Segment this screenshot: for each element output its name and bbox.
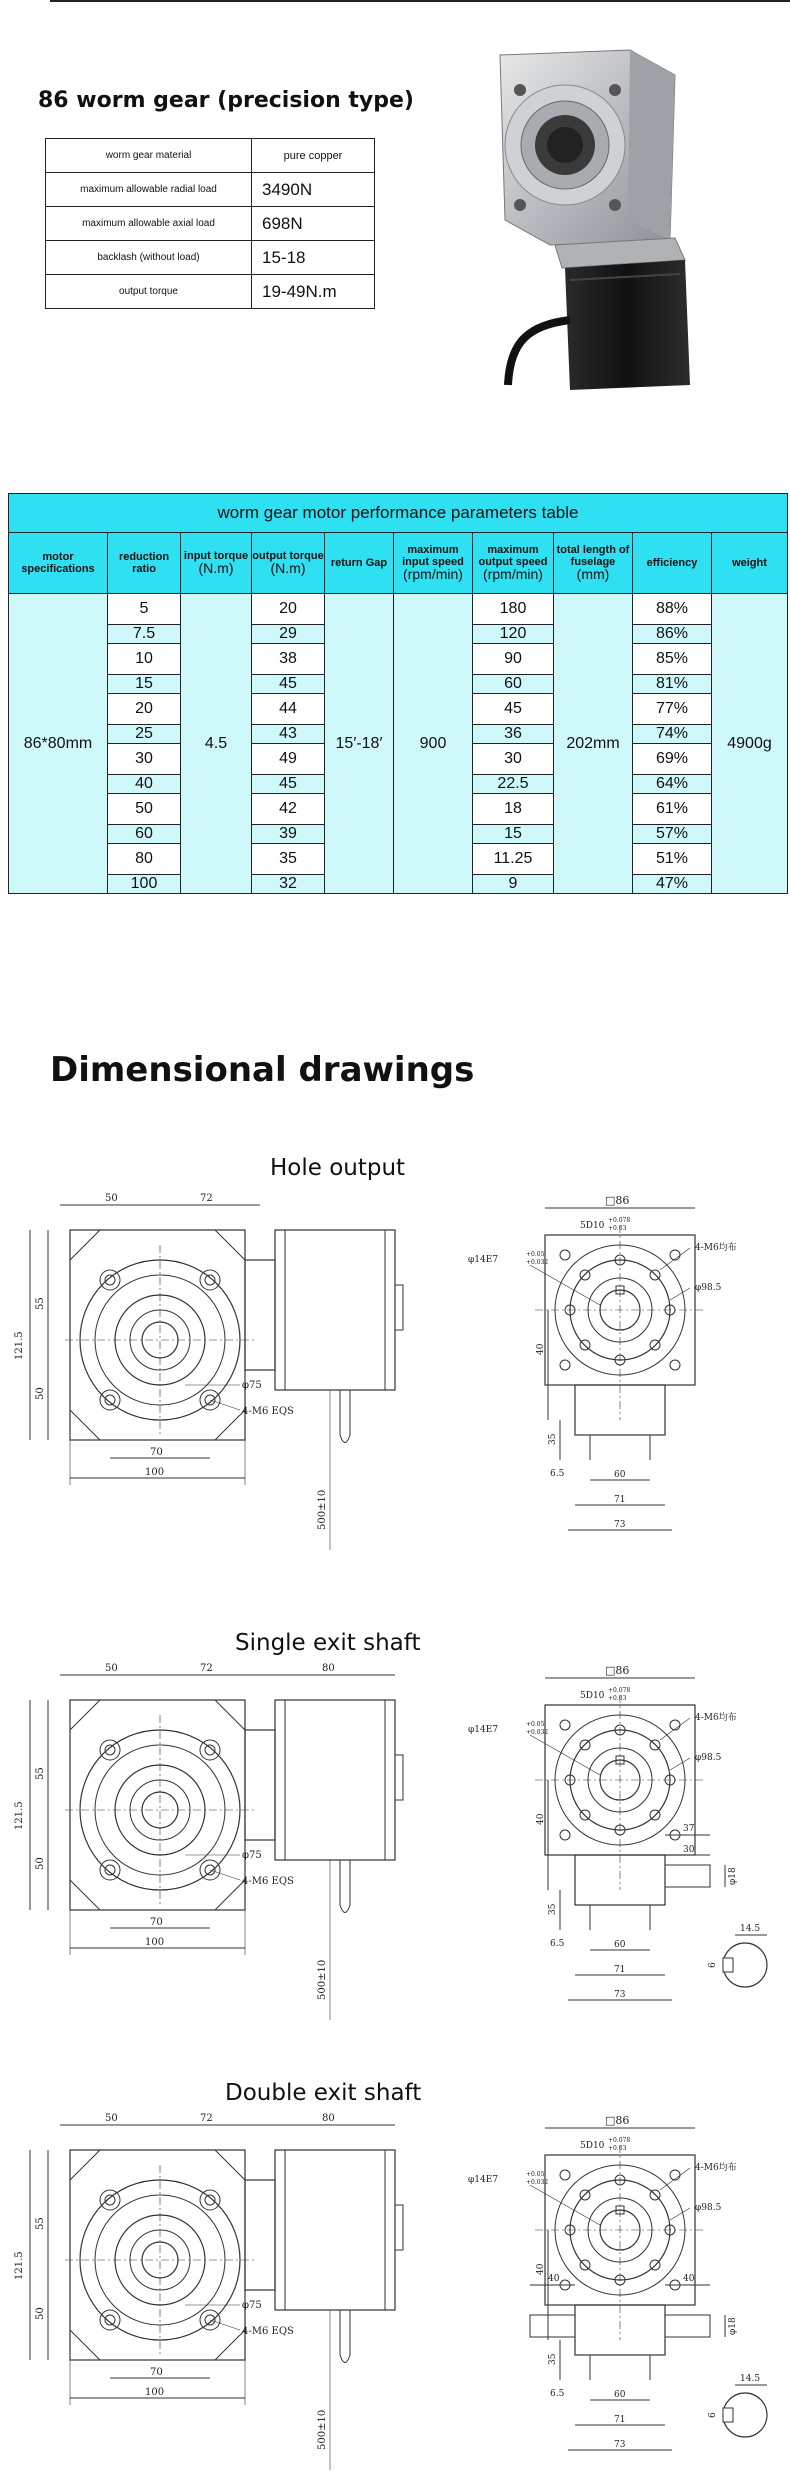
spec-label: maximum allowable axial load (46, 207, 252, 241)
dim-square: □86 (605, 1194, 630, 1207)
cell-length: 202mm (554, 594, 633, 894)
dim-w2: 100 (145, 2387, 165, 2398)
cell-ratio: 10 (108, 644, 181, 675)
drawing-title-single-shaft: Single exit shaft (235, 1630, 421, 1656)
header-efficiency: efficiency (633, 533, 712, 594)
dim-tol2: +0.03 (608, 2145, 627, 2152)
dim-v2: 35 (548, 2353, 558, 2365)
drawing-cable-end (340, 1435, 350, 1443)
drawing-circle (670, 2170, 680, 2180)
drawing-circle (115, 2215, 205, 2305)
header-return-gap: return Gap (325, 533, 394, 594)
dim-key1: 14.5 (740, 1924, 761, 1934)
dim-key2: 6 (708, 2412, 718, 2418)
dim-square: □86 (605, 1664, 630, 1677)
drawing-rect (245, 2180, 275, 2290)
dim-btol1: +0.05 (526, 2171, 545, 2178)
cell-output-torque: 42 (252, 794, 325, 825)
spec-value: 15-18 (252, 241, 375, 275)
cell-efficiency: 86% (633, 625, 712, 644)
dim-w2: 100 (145, 1937, 165, 1948)
dim-s1: 40 (683, 2274, 695, 2284)
dim-pcd: φ98.5 (695, 1283, 722, 1293)
cell-output-speed: 11.25 (473, 844, 554, 875)
cell-output-torque: 49 (252, 744, 325, 775)
drawing-circle (560, 1720, 570, 1730)
dim-tol1: +0.078 (608, 1217, 631, 1224)
dim-mholes: 4-M6均布 (695, 2163, 737, 2173)
dim-square: □86 (605, 2114, 630, 2127)
drawing-circle (200, 2190, 220, 2210)
dim-tol1: +0.078 (608, 2137, 631, 2144)
dim-cable: 500±10 (317, 1959, 328, 2000)
dim-h-total: 121.5 (14, 1801, 25, 1830)
spec-row (46, 139, 375, 173)
dim-h2: 50 (35, 1387, 46, 1400)
drawing-rect (245, 1260, 275, 1370)
header-length: total length of fuselage (mm) (554, 533, 633, 594)
drawing-line (670, 1288, 690, 1300)
dim-h2: 50 (35, 1857, 46, 1870)
drawing-line (660, 1248, 690, 1270)
dim-dia: φ75 (242, 1380, 262, 1391)
cell-ratio: 40 (108, 775, 181, 794)
cell-output-torque: 44 (252, 694, 325, 725)
drawing-circle (115, 1765, 205, 1855)
cell-output-torque: 39 (252, 825, 325, 844)
drawing-circle (100, 2310, 120, 2330)
cell-ratio: 100 (108, 875, 181, 894)
dim-w1: 70 (150, 2367, 163, 2378)
cell-output-speed: 18 (473, 794, 554, 825)
dim-mholes: 4-M6均布 (695, 1713, 737, 1723)
cell-output-torque: 43 (252, 725, 325, 744)
cell-output-speed: 45 (473, 694, 554, 725)
dim-h2: 50 (35, 2307, 46, 2320)
dim-h1: 55 (35, 1767, 46, 1780)
drawing-rect (70, 2150, 245, 2360)
header-ratio: reduction ratio (108, 533, 181, 594)
drawing-title-hole-output: Hole output (270, 1155, 406, 1181)
spec-value: 698N (252, 207, 375, 241)
spec-label: output torque (46, 275, 252, 309)
cell-efficiency: 77% (633, 694, 712, 725)
drawing-circle (560, 1250, 570, 1260)
header-max-input-speed: maximum input speed (rpm/min) (394, 533, 473, 594)
cell-ratio: 30 (108, 744, 181, 775)
dim-tol2: +0.03 (608, 1695, 627, 1702)
dim-s1: 37 (683, 1824, 695, 1834)
drawing-circle (560, 1830, 570, 1840)
cell-output-speed: 30 (473, 744, 554, 775)
spec-row (46, 173, 375, 207)
cell-ratio: 60 (108, 825, 181, 844)
dim-h-total: 121.5 (14, 2251, 25, 2280)
drawing-rect (530, 2315, 575, 2337)
drawing-chamfer (70, 1230, 245, 1440)
dim-holes: 4-M6 EQS (242, 2326, 294, 2337)
dim-w1: 70 (150, 1917, 163, 1928)
cell-output-torque: 45 (252, 675, 325, 694)
dim-w1: 60 (614, 1470, 626, 1480)
spec-table (45, 138, 375, 309)
product-photo (470, 40, 720, 390)
cell-efficiency: 69% (633, 744, 712, 775)
spec-row (46, 275, 375, 309)
header-motor-spec: motor specifications (9, 533, 108, 594)
performance-table (8, 493, 788, 894)
cell-ratio: 25 (108, 725, 181, 744)
drawing-line (670, 2208, 690, 2220)
cell-efficiency: 47% (633, 875, 712, 894)
cell-output-torque: 35 (252, 844, 325, 875)
cell-ratio: 80 (108, 844, 181, 875)
dim-top-c: 80 (322, 1663, 335, 1674)
dim-v2: 35 (548, 1433, 558, 1445)
drawing-rect (395, 2205, 403, 2250)
dim-tol1: +0.078 (608, 1687, 631, 1694)
drawing-rect (70, 1700, 245, 1910)
drawing-hole-output (0, 1190, 790, 1570)
cell-efficiency: 57% (633, 825, 712, 844)
header-weight: weight (712, 533, 788, 594)
cell-output-speed: 180 (473, 594, 554, 625)
dim-cable: 500±10 (317, 2409, 328, 2450)
dim-dia: φ75 (242, 2300, 262, 2311)
drawing-circle (100, 1860, 120, 1880)
dim-keyway: 5D10 (580, 1691, 605, 1701)
cell-efficiency: 51% (633, 844, 712, 875)
spec-value: 3490N (252, 173, 375, 207)
spec-value: 19-49N.m (252, 275, 375, 309)
dim-offset: 6.5 (550, 1939, 565, 1949)
dim-mholes: 4-M6均布 (695, 1243, 737, 1253)
dim-w1: 60 (614, 2390, 626, 2400)
cell-efficiency: 88% (633, 594, 712, 625)
dim-s2: 30 (683, 1845, 695, 1855)
dim-bore: φ14E7 (468, 1255, 499, 1265)
dim-w1: 70 (150, 1447, 163, 1458)
drawing-rect (70, 1230, 245, 1440)
spec-value: pure copper (252, 139, 375, 173)
drawing-line (670, 1758, 690, 1770)
dim-tol2: +0.03 (608, 1225, 627, 1232)
cell-ratio: 15 (108, 675, 181, 694)
cell-output-torque: 32 (252, 875, 325, 894)
cell-ratio: 20 (108, 694, 181, 725)
dim-w2: 100 (145, 1467, 165, 1478)
cell-efficiency: 74% (633, 725, 712, 744)
dim-shaft-dia: φ18 (728, 2317, 738, 2335)
drawing-rect (395, 1755, 403, 1800)
dim-shaft-dia: φ18 (728, 1867, 738, 1885)
dim-v1: 40 (536, 1813, 546, 1825)
dim-h-total: 121.5 (14, 1331, 25, 1360)
drawing-rect (395, 1285, 403, 1330)
drawing-key (723, 1958, 733, 1972)
cell-output-speed: 36 (473, 725, 554, 744)
dim-top-b: 72 (200, 2113, 213, 2124)
cell-input-torque: 4.5 (181, 594, 252, 894)
cell-output-torque: 45 (252, 775, 325, 794)
cell-output-torque: 38 (252, 644, 325, 675)
dim-h1: 55 (35, 1297, 46, 1310)
dim-key2: 6 (708, 1962, 718, 1968)
drawing-rect (665, 2315, 710, 2337)
drawing-chamfer (70, 2150, 245, 2360)
top-rule (50, 0, 790, 2)
cell-ratio: 7.5 (108, 625, 181, 644)
cell-efficiency: 64% (633, 775, 712, 794)
dim-cable: 500±10 (317, 1489, 328, 1530)
dim-btol1: +0.05 (526, 1721, 545, 1728)
dim-holes: 4-M6 EQS (242, 1406, 294, 1417)
dim-offset: 6.5 (550, 1469, 565, 1479)
dim-w2: 71 (614, 1495, 626, 1505)
dim-v2: 35 (548, 1903, 558, 1915)
drawing-cable-end (340, 2355, 350, 2363)
dim-top-c: 80 (322, 2113, 335, 2124)
spec-row (46, 207, 375, 241)
drawing-circle (100, 2190, 120, 2210)
spec-label: backlash (without load) (46, 241, 252, 275)
table-caption: worm gear motor performance parameters table (9, 494, 788, 533)
drawing-double-exit-shaft (0, 2110, 790, 2470)
drawing-rect (275, 1700, 395, 1860)
cell-weight: 4900g (712, 594, 788, 894)
dim-w3: 73 (614, 1990, 626, 2000)
cell-output-torque: 20 (252, 594, 325, 625)
dim-w3: 73 (614, 1520, 626, 1530)
drawing-rect (275, 2150, 395, 2310)
drawing-circle (100, 1390, 120, 1410)
dim-w1: 60 (614, 1940, 626, 1950)
dim-h1: 55 (35, 2217, 46, 2230)
dim-top-b: 72 (200, 1193, 213, 1204)
drawing-rect (665, 1865, 710, 1887)
cell-ratio: 50 (108, 794, 181, 825)
drawing-circle (670, 1720, 680, 1730)
drawing-circle (670, 1250, 680, 1260)
dim-pcd: φ98.5 (695, 1753, 722, 1763)
drawing-circle (670, 1360, 680, 1370)
drawing-cable-end (340, 1905, 350, 1913)
dim-top-a: 50 (105, 2113, 118, 2124)
dim-s2: 40 (548, 2274, 560, 2284)
cell-motor-spec: 86*80mm (9, 594, 108, 894)
drawing-circle (100, 1270, 120, 1290)
header-input-torque: input torque (N.m) (181, 533, 252, 594)
dim-top-b: 72 (200, 1663, 213, 1674)
drawing-circle (100, 1740, 120, 1760)
dim-key1: 14.5 (740, 2374, 761, 2384)
cell-ratio: 5 (108, 594, 181, 625)
cell-efficiency: 85% (633, 644, 712, 675)
cell-output-speed: 120 (473, 625, 554, 644)
cell-output-torque: 29 (252, 625, 325, 644)
drawing-rect (275, 1230, 395, 1390)
spec-row (46, 241, 375, 275)
dim-w2: 71 (614, 1965, 626, 1975)
cell-return-gap: 15′-18′ (325, 594, 394, 894)
dim-top-a: 50 (105, 1193, 118, 1204)
drawing-title-double-shaft: Double exit shaft (225, 2080, 422, 2106)
cell-output-speed: 9 (473, 875, 554, 894)
drawing-circle (200, 1270, 220, 1290)
cell-output-speed: 60 (473, 675, 554, 694)
dim-w3: 73 (614, 2440, 626, 2450)
drawing-rect (245, 1730, 275, 1840)
dimensional-drawings-heading: Dimensional drawings (50, 1050, 475, 1090)
cell-output-speed: 90 (473, 644, 554, 675)
dim-bore: φ14E7 (468, 1725, 499, 1735)
dim-v1: 40 (536, 1343, 546, 1355)
drawing-circle (115, 1295, 205, 1385)
header-max-output-speed: maximum output speed (rpm/min) (473, 533, 554, 594)
dim-bore: φ14E7 (468, 2175, 499, 2185)
cell-output-speed: 22.5 (473, 775, 554, 794)
dim-btol2: +0.032 (526, 2179, 549, 2186)
cell-output-speed: 15 (473, 825, 554, 844)
dim-keyway: 5D10 (580, 1221, 605, 1231)
dim-top-a: 50 (105, 1663, 118, 1674)
dim-v1: 40 (536, 2263, 546, 2275)
dim-w2: 71 (614, 2415, 626, 2425)
dim-offset: 6.5 (550, 2389, 565, 2399)
header-output-torque: output torque (N.m) (252, 533, 325, 594)
dim-holes: 4-M6 EQS (242, 1876, 294, 1887)
dim-btol2: +0.032 (526, 1729, 549, 1736)
drawing-key (723, 2408, 733, 2422)
drawing-circle (560, 1360, 570, 1370)
drawing-single-exit-shaft (0, 1660, 790, 2040)
drawing-chamfer (70, 1700, 245, 1910)
dim-keyway: 5D10 (580, 2141, 605, 2151)
dim-btol2: +0.032 (526, 1259, 549, 1266)
cell-efficiency: 61% (633, 794, 712, 825)
drawing-circle (560, 2170, 570, 2180)
drawing-line (660, 1718, 690, 1740)
cell-efficiency: 81% (633, 675, 712, 694)
dim-btol1: +0.05 (526, 1251, 545, 1258)
spec-label: maximum allowable radial load (46, 173, 252, 207)
dim-pcd: φ98.5 (695, 2203, 722, 2213)
spec-label: worm gear material (46, 139, 252, 173)
dim-dia: φ75 (242, 1850, 262, 1861)
cell-max-input-speed: 900 (394, 594, 473, 894)
drawing-line (660, 2168, 690, 2190)
product-title: 86 worm gear (precision type) (38, 88, 414, 113)
drawing-circle (200, 1740, 220, 1760)
